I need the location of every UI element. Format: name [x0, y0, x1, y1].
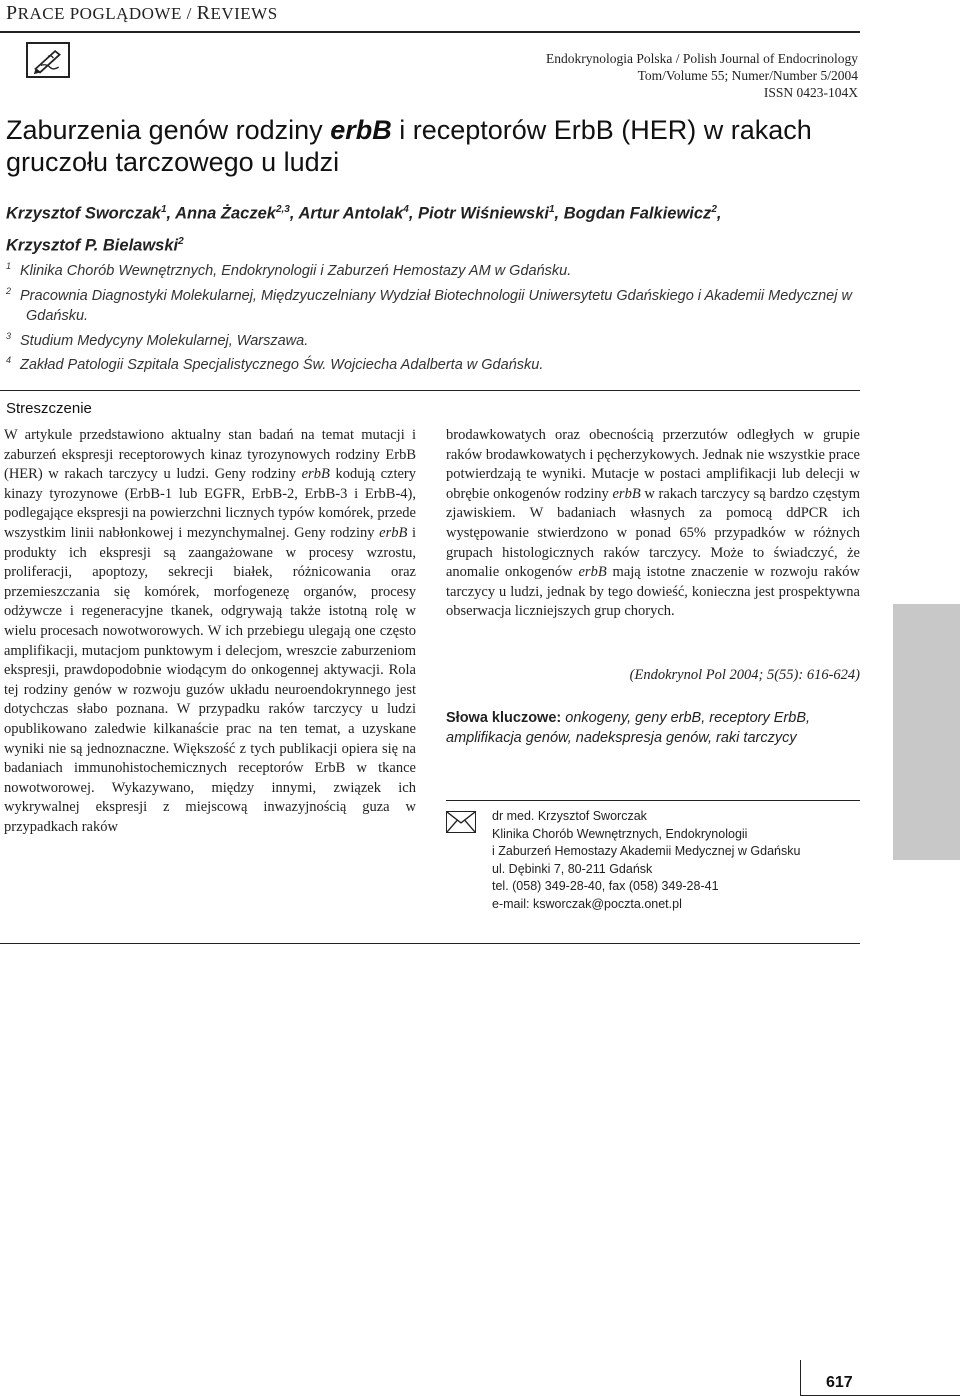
affiliation-number: 4	[6, 355, 12, 366]
journal-name: Endokrynologia Polska / Polish Journal of Endocrinology	[546, 51, 858, 66]
page-number: 617	[826, 1374, 853, 1391]
author-name: Krzysztof Sworczak	[6, 204, 161, 223]
correspondence-address	[492, 808, 872, 914]
pen-writing-icon	[26, 42, 70, 78]
section-initial-2: R	[196, 2, 211, 24]
author-name: Piotr Wiśniewski	[417, 204, 549, 223]
affiliation-item	[6, 256, 866, 281]
affiliation-text: Studium Medycyny Molekularnej, Warszawa.	[20, 332, 309, 349]
envelope-icon	[446, 811, 476, 833]
affiliation-number: 3	[6, 330, 12, 341]
correspondence-line: dr med. Krzysztof Sworczak	[492, 809, 647, 823]
abstract-rule	[0, 390, 860, 391]
author-affiliation-number: 1	[548, 204, 555, 215]
abstract-text: w rakach tarczycy są bardzo częstym zjawiskiem. W badaniach własnych za pomocą ddPCR ich występowanie stwierdzono w ponad 65% przypadków w różnych grupach histologicznych raków tarczycy. Może to świadczyć, że anomalie onkogenów	[446, 485, 860, 581]
author-separator: ,	[166, 204, 176, 223]
keywords	[446, 708, 860, 748]
section-label-1: RACE POGLĄDOWE	[17, 4, 182, 23]
gene-name: erbB	[578, 564, 607, 581]
correspondence-line: Klinika Chorób Wewnętrznych, Endokrynologii	[492, 826, 748, 841]
abstract-left-column	[4, 426, 416, 837]
author-affiliation-number: 2,3	[275, 204, 290, 215]
article-title	[6, 114, 886, 178]
correspondence-line: e-mail: ksworczak@poczta.onet.pl	[492, 896, 682, 911]
affiliation-text: Pracownia Diagnostyki Molekularnej, Międzyuczelniany Wydział Biotechnologii Uniwersytetu Gdańskiego i Akademii Medycznej w Gdańsku.	[20, 287, 852, 324]
author-separator: ,	[289, 204, 299, 223]
correspondence-line: tel. (058) 349-28-40, fax (058) 349-28-41	[492, 879, 719, 894]
affiliation-list	[6, 256, 866, 375]
affiliation-item	[6, 326, 866, 351]
section-label-2: EVIEWS	[210, 4, 278, 23]
correspondence-line: i Zaburzeń Hemostazy Akademii Medycznej w Gdańsku	[492, 844, 801, 859]
gene-name: erbB	[379, 524, 408, 541]
author-affiliation-number: 4	[403, 204, 409, 215]
abstract-text: mają istotne znaczenie w rozwoju raków tarczycy u ludzi, jednak by tego dowieść, konieczna jest prospektywna obserwacja liczniejszych grup chorych.	[446, 564, 860, 620]
title-part-1: Zaburzenia genów rodziny	[6, 115, 331, 145]
author-affiliation-number: 1	[160, 204, 167, 215]
abstract-text: W artykule przedstawiono aktualny stan badań na temat mutacji i zaburzeń ekspresji receptorowych kinaz tyrozynowych rodziny ErbB (HER) w rakach tarczycy u ludzi. Geny rodziny	[4, 427, 416, 483]
author-name: Krzysztof P. Bielawski	[6, 236, 179, 254]
author-name: Bogdan Falkiewicz	[563, 204, 712, 223]
affiliation-item	[6, 350, 866, 375]
author-affiliation-number: 2	[711, 204, 717, 215]
correspondence-rule	[446, 800, 860, 801]
affiliation-text: Zakład Patologii Szpitala Specjalistycznego Św. Wojciecha Adalberta w Gdańsku.	[20, 357, 544, 374]
abstract-heading: Streszczenie	[6, 400, 92, 417]
correspondence-line: ul. Dębinki 7, 80-211 Gdańsk	[492, 861, 653, 876]
section-separator: /	[181, 4, 197, 23]
author-separator: ,	[716, 204, 722, 223]
gene-name: erbB	[612, 485, 641, 502]
journal-volume: Tom/Volume 55; Numer/Number 5/2004	[637, 68, 858, 83]
abstract-text: brodawkowatych oraz obecnością przerzutów odległych w grupie raków brodawkowatych i pęcherzykowych. Jednak nie wszystkie prace potwierdzają te wyniki. Mutacje w postaci amplifikacji lub delecji w obrębie onkogenów rodziny	[446, 427, 860, 502]
abstract-text: kodują cztery kinazy tyrozynowe (ErbB-1 lub EGFR, ErbB-2, ErbB-3 i ErbB-4), podlegające ekspresji na powierzchni licznych typów komórek, przede wszystkim linii nabłonkowej i mezynchymalnej. Geny rodziny	[4, 466, 416, 541]
affiliation-number: 2	[6, 285, 12, 296]
title-part-2: i receptorów ErbB (HER) w rakach gruczołu tarczowego u ludzi	[6, 115, 812, 177]
section-header	[6, 2, 278, 25]
journal-info	[358, 50, 858, 101]
affiliation-text: Klinika Chorób Wewnętrznych, Endokrynologii i Zaburzeń Hemostazy AM w Gdańsku.	[20, 262, 572, 279]
abstract-right-column	[446, 426, 860, 622]
affiliation-item	[6, 281, 866, 326]
author-affiliation-number: 2	[178, 235, 184, 247]
keywords-label: Słowa kluczowe:	[446, 710, 562, 726]
footer-rule-vertical	[800, 1360, 801, 1396]
author-list	[6, 196, 866, 259]
keywords-text: onkogeny, geny erbB, receptory ErbB, amplifikacja genów, nadekspresja genów, raki tarczycy	[446, 710, 811, 746]
section-initial-1: P	[6, 2, 18, 24]
side-tab	[893, 604, 960, 860]
author-separator: ,	[554, 204, 564, 223]
header-rule	[0, 31, 860, 33]
title-gene-name: erbB	[330, 115, 392, 145]
bottom-rule	[0, 943, 860, 944]
author-separator: ,	[408, 204, 418, 223]
affiliation-number: 1	[6, 261, 12, 271]
gene-name: erbB	[301, 466, 330, 483]
abstract-text: i produkty ich ekspresji są zaangażowane w procesy wzrostu, proliferacji, apoptozy, sekrecji białek, różnicowania oraz przemieszczania się komórek, morfogenezę organów, procesy odżywcze i regeneracyjne tkanek, odgrywają także istotną rolę w wielu procesach nowotworowych. W ich przebiegu ulegają one często amplifikacji, mutacjom punktowym i delecjom, wreszcie zaburzeniom ekspresji, prawdopodobnie wiodącym do onkogennej aktywacji. Rola tej rodziny genów w rozwoju guzów układu neuroendokrynnego jest dotychczas słabo poznana. W przypadku raków tarczycy u ludzi opublikowano zaledwie kilkanaście prac na ten temat, a uzyskane wyniki nie są jednoznaczne. Większość z tych publikacji opiera się na badaniach immunohistochemicznych receptorów ErbB w tkance nowotworowej. Wykazywano, między innymi, związek ich wykrywalnej ekspresji z miejscową inwazyjnością guza w przypadkach raków	[4, 524, 416, 835]
citation: (Endokrynol Pol 2004; 5(55): 616-624)	[629, 667, 860, 683]
author-name: Artur Antolak	[298, 204, 404, 223]
author-name: Anna Żaczek	[175, 204, 276, 223]
journal-issn: ISSN 0423-104X	[763, 85, 858, 100]
